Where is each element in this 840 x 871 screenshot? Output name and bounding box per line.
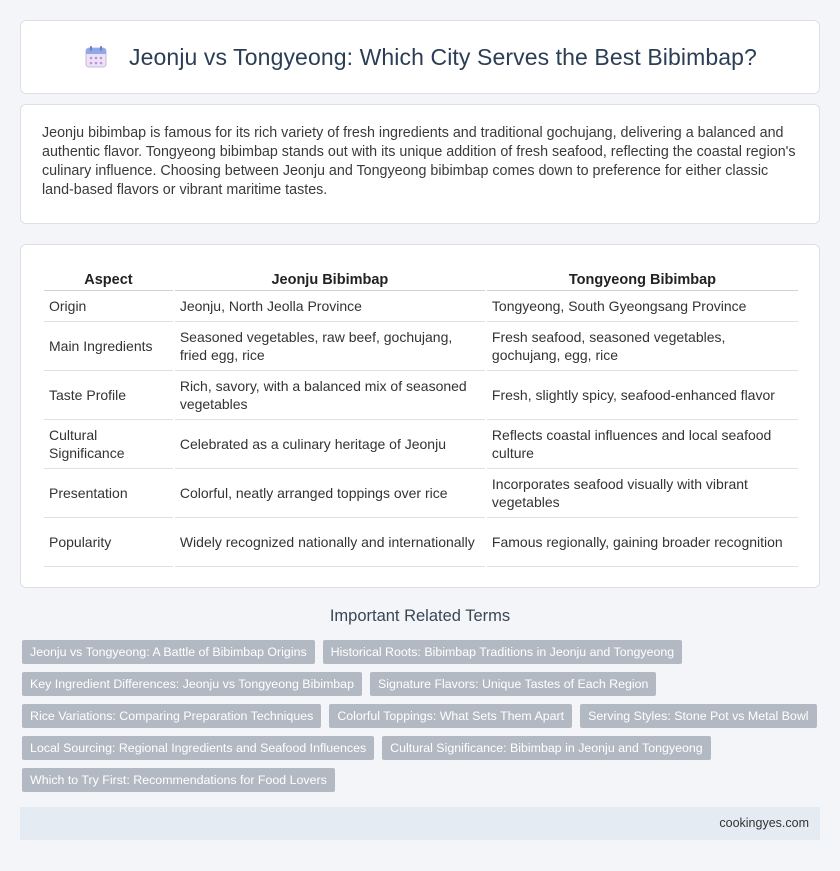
table-row <box>44 469 798 518</box>
related-tag[interactable]: Local Sourcing: Regional Ingredients and Seafood Influences <box>22 736 374 760</box>
calendar-icon <box>83 44 109 70</box>
tongyeong-cell: Fresh seafood, seasoned vegetables, gochujang, egg, rice <box>487 322 798 371</box>
tongyeong-cell: Fresh, slightly spicy, seafood-enhanced flavor <box>487 371 798 420</box>
intro-paragraph: Jeonju bibimbap is famous for its rich variety of fresh ingredients and traditional gochujang, delivering a balanced and authentic flavor. Tongyeong bibimbap stands out with its unique addition of fresh seafood, reflecting the coastal region's culinary influence. Choosing between Jeonju and Tongyeong bibimbap comes down to preference for either classic land-based flavors or vibrant maritime tastes. <box>42 125 796 198</box>
tongyeong-cell: Tongyeong, South Gyeongsang Province <box>487 291 798 322</box>
header-aspect: Aspect <box>44 265 173 291</box>
comparison-table <box>42 265 800 567</box>
jeonju-cell: Jeonju, North Jeolla Province <box>175 291 485 322</box>
footer <box>20 807 820 840</box>
aspect-cell: Popularity <box>44 518 173 567</box>
related-tag[interactable]: Cultural Significance: Bibimbap in Jeonju and Tongyeong <box>382 736 711 760</box>
jeonju-cell: Widely recognized nationally and internationally <box>175 518 485 567</box>
related-tag[interactable]: Signature Flavors: Unique Tastes of Each Region <box>370 672 656 696</box>
tongyeong-cell: Famous regionally, gaining broader recognition <box>487 518 798 567</box>
related-terms-list <box>22 640 822 800</box>
table-row <box>44 420 798 469</box>
aspect-cell: Taste Profile <box>44 371 173 420</box>
header-card <box>20 20 820 94</box>
intro-card <box>20 104 820 224</box>
related-tag[interactable]: Historical Roots: Bibimbap Traditions in Jeonju and Tongyeong <box>323 640 682 664</box>
related-tag[interactable]: Which to Try First: Recommendations for Food Lovers <box>22 768 335 792</box>
jeonju-cell: Colorful, neatly arranged toppings over rice <box>175 469 485 518</box>
header-jeonju: Jeonju Bibimbap <box>175 265 485 291</box>
footer-site-link[interactable]: cookingyes.com <box>719 816 809 830</box>
jeonju-cell: Seasoned vegetables, raw beef, gochujang, fried egg, rice <box>175 322 485 371</box>
related-tag[interactable]: Serving Styles: Stone Pot vs Metal Bowl <box>580 704 816 728</box>
table-row <box>44 291 798 322</box>
related-terms-title: Important Related Terms <box>329 607 511 625</box>
related-tag[interactable]: Key Ingredient Differences: Jeonju vs Tongyeong Bibimbap <box>22 672 362 696</box>
table-row <box>44 371 798 420</box>
comparison-card <box>20 244 820 588</box>
tongyeong-cell: Reflects coastal influences and local seafood culture <box>487 420 798 469</box>
table-header-row <box>44 265 798 291</box>
related-tag[interactable]: Colorful Toppings: What Sets Them Apart <box>329 704 572 728</box>
aspect-cell: Main Ingredients <box>44 322 173 371</box>
related-tag[interactable]: Jeonju vs Tongyeong: A Battle of Bibimbap Origins <box>22 640 315 664</box>
related-tag[interactable]: Rice Variations: Comparing Preparation Techniques <box>22 704 321 728</box>
aspect-cell: Presentation <box>44 469 173 518</box>
table-row <box>44 322 798 371</box>
jeonju-cell: Rich, savory, with a balanced mix of seasoned vegetables <box>175 371 485 420</box>
table-row <box>44 518 798 567</box>
aspect-cell: Cultural Significance <box>44 420 173 469</box>
tongyeong-cell: Incorporates seafood visually with vibrant vegetables <box>487 469 798 518</box>
jeonju-cell: Celebrated as a culinary heritage of Jeonju <box>175 420 485 469</box>
aspect-cell: Origin <box>44 291 173 322</box>
page-title: Jeonju vs Tongyeong: Which City Serves the Best Bibimbap? <box>129 43 757 70</box>
header-tongyeong: Tongyeong Bibimbap <box>487 265 798 291</box>
